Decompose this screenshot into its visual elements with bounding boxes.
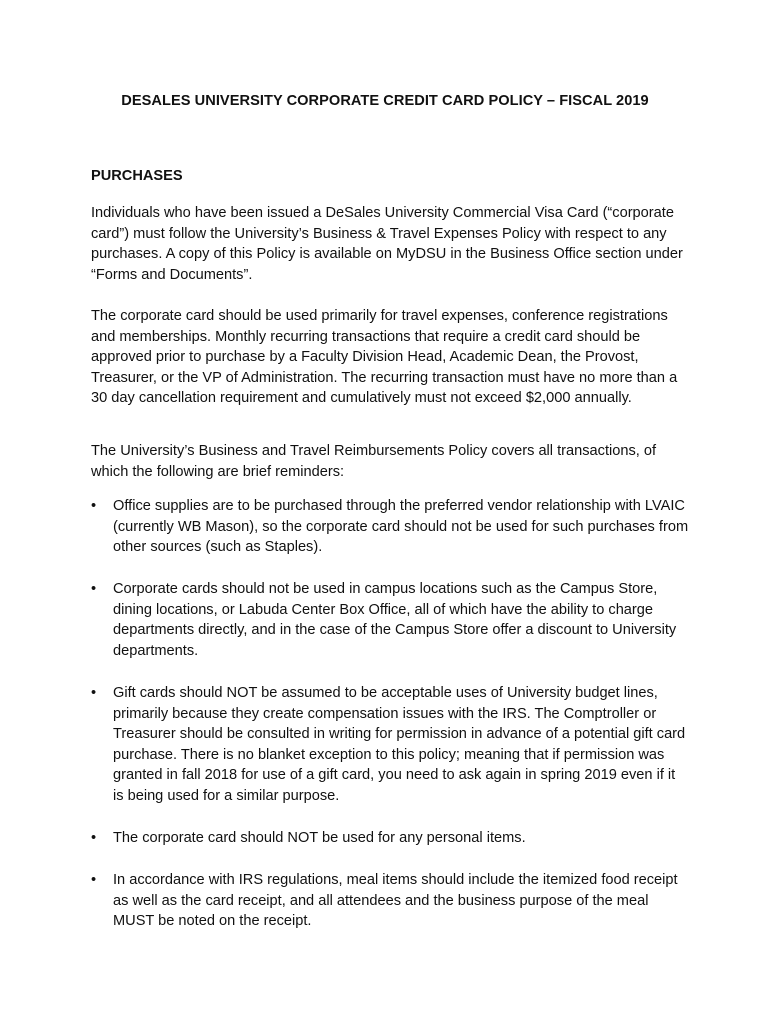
bullet-icon: • [91, 872, 97, 888]
bullet-icon: • [91, 830, 97, 846]
bullet-text-campus-locations: Corporate cards should not be used in campus locations such as the Campus Store, dining locations, or Labuda Center Box Office, all of which have the ability to charge departments directly, and in the case of the Campus Store offer a discount to University departments. [113, 581, 677, 659]
document-title: DESALES UNIVERSITY CORPORATE CREDIT CARD POLICY – FISCAL 2019 [121, 93, 649, 109]
bullet-icon: • [91, 685, 97, 701]
paragraph-policy-reminders: The University’s Business and Travel Reimbursements Policy covers all transactions, of which the following are brief reminders: [91, 443, 657, 480]
section-heading-purchases: PURCHASES [91, 168, 183, 184]
bullet-text-meal-receipts: In accordance with IRS regulations, meal items should include the itemized food receipt as well as the card receipt, and all attendees and the business purpose of the meal MUST be noted on the receipt. [113, 872, 678, 930]
paragraph-corporate-card-intro: Individuals who have been issued a DeSales University Commercial Visa Card (“corporate card”) must follow the University’s Business & Travel Expenses Policy with respect to any purchases. A copy of this Policy is available on MyDSU in the Business Office section under “Forms and Documents”. [91, 205, 683, 283]
bullet-text-office-supplies: Office supplies are to be purchased through the preferred vendor relationship with LVAIC (currently WB Mason), so the corporate card should not be used for such purchases from other sources (such as Staples). [113, 498, 689, 556]
paragraph-card-usage: The corporate card should be used primarily for travel expenses, conference registrations and memberships. Monthly recurring transactions that require a credit card should be approved prior to purchase by a Faculty Division Head, Academic Dean, the Provost, Treasurer, or the VP of Administration. The recurring transaction must have no more than a 30 day cancellation requirement and cumulatively must not exceed $2,000 annually. [91, 308, 678, 407]
bullet-icon: • [91, 498, 97, 514]
bullet-text-gift-cards: Gift cards should NOT be assumed to be acceptable uses of University budget lines, primarily because they create compensation issues with the IRS. The Comptroller or Treasurer should be consulted in writing for permission in advance of a potential gift card purchase. There is no blanket exception to this policy; meaning that if permission was granted in fall 2018 for use of a gift card, you need to ask again in spring 2019 even if it is being used for a similar purpose. [113, 685, 686, 804]
bullet-text-personal-items: The corporate card should NOT be used for any personal items. [113, 830, 526, 846]
bullet-icon: • [91, 581, 97, 597]
